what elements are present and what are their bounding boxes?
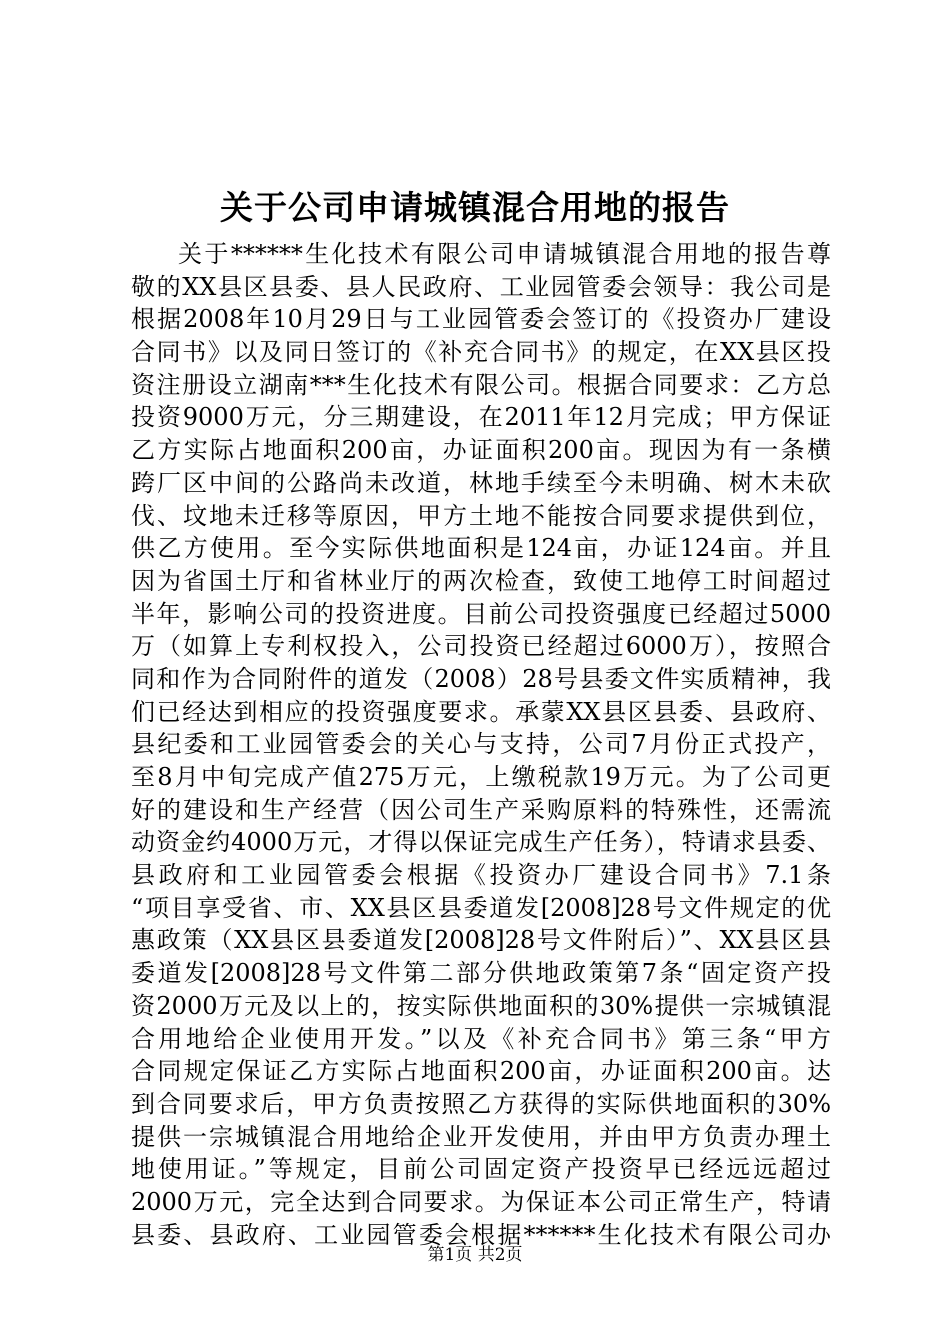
body-line: 供乙方使用。至今实际供地面积是124亩，办证124亩。并且: [131, 534, 831, 563]
body-line: 县委、县政府、工业园管委会根据******生化技术有限公司办: [131, 1220, 831, 1249]
body-line: “项目享受省、市、XX县区县委道发[2008]28号文件规定的优: [131, 893, 831, 922]
page-indicator: 第1页 共2页: [427, 1245, 523, 1265]
body-line: 委道发[2008]28号文件第二部分供地政策第7条“固定资产投: [131, 959, 831, 988]
body-line: 提供一宗城镇混合用地给企业开发使用，并由甲方负责办理土: [131, 1122, 831, 1151]
body-line: 资2000万元及以上的，按实际供地面积的30%提供一宗城镇混: [131, 991, 831, 1020]
document-title: 关于公司申请城镇混合用地的报告: [220, 188, 730, 227]
body-line: 投资9000万元，分三期建设，在2011年12月完成；甲方保证: [131, 403, 831, 432]
body-line: 惠政策（XX县区县委道发[2008]28号文件附后）”、XX县区县: [131, 926, 831, 955]
body-line: 合同书》以及同日签订的《补充合同书》的规定，在XX县区投: [131, 338, 831, 367]
body-line: 县政府和工业园管委会根据《投资办厂建设合同书》7.1条: [131, 861, 831, 890]
body-line: 因为省国土厅和省林业厅的两次检查，致使工地停工时间超过: [131, 566, 831, 595]
body-line: 好的建设和生产经营（因公司生产采购原料的特殊性，还需流: [131, 795, 831, 824]
body-line: 乙方实际占地面积200亩，办证面积200亩。现因为有一条横: [131, 436, 831, 465]
body-line: 动资金约4000万元，才得以保证完成生产任务），特请求县委、: [131, 828, 831, 857]
body-line: 们已经达到相应的投资强度要求。承蒙XX县区县委、县政府、: [131, 697, 831, 726]
body-line: 到合同要求后，甲方负责按照乙方获得的实际供地面积的30%: [131, 1089, 831, 1118]
body-line: 根据2008年10月29日与工业园管委会签订的《投资办厂建设: [131, 305, 831, 334]
body-line: 同和作为合同附件的道发（2008）28号县委文件实质精神，我: [131, 664, 831, 693]
body-line: 敬的XX县区县委、县人民政府、工业园管委会领导：我公司是: [131, 272, 831, 301]
body-line: 万（如算上专利权投入，公司投资已经超过6000万），按照合: [131, 632, 831, 661]
body-line: 至8月中旬完成产值275万元，上缴税款19万元。为了公司更: [131, 763, 831, 791]
body-line: 伐、坟地未迁移等原因，甲方土地不能按合同要求提供到位，: [131, 501, 831, 530]
body-line: 2000万元，完全达到合同要求。为保证本公司正常生产，特请: [131, 1187, 831, 1216]
body-line: 地使用证。”等规定，目前公司固定资产投资早已经远远超过: [131, 1155, 831, 1184]
body-line: 合同规定保证乙方实际占地面积200亩，办证面积200亩。达: [131, 1057, 831, 1086]
document-body: [131, 238, 831, 1251]
body-line: 资注册设立湖南***生化技术有限公司。根据合同要求：乙方总: [131, 370, 831, 399]
body-line: 半年，影响公司的投资进度。目前公司投资强度已经超过5000: [131, 599, 831, 628]
body-line: 合用地给企业使用开发。”以及《补充合同书》第三条“甲方: [131, 1024, 831, 1053]
body-line: 跨厂区中间的公路尚未改道，林地手续至今未明确、树木未砍: [131, 468, 831, 497]
body-line: 关于******生化技术有限公司申请城镇混合用地的报告尊: [178, 240, 831, 268]
body-line: 县纪委和工业园管委会的关心与支持，公司7月份正式投产，: [131, 730, 831, 759]
